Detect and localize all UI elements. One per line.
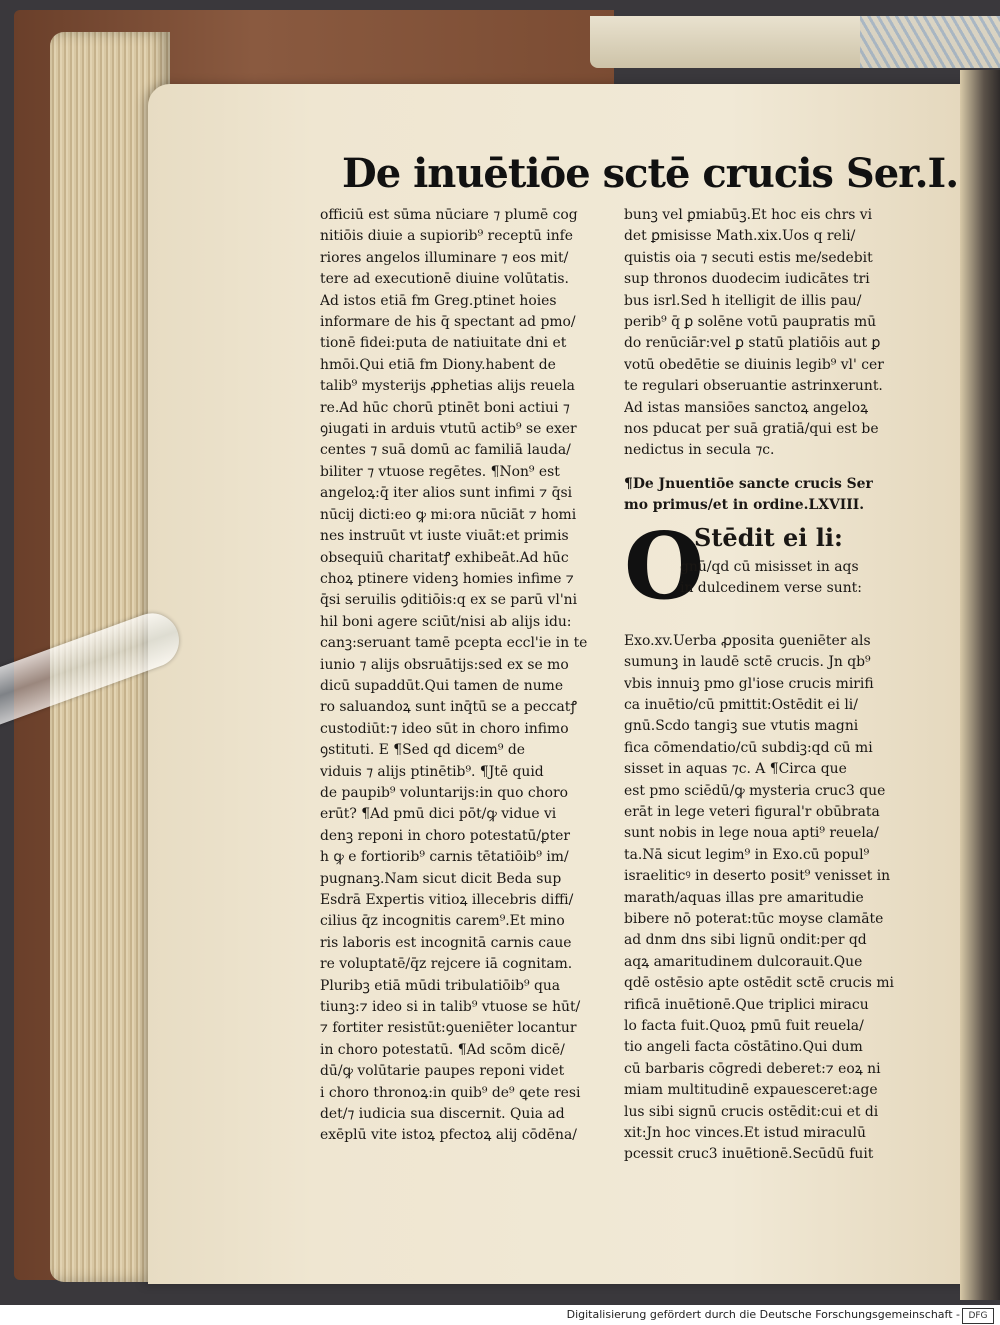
right-column [624,205,920,1166]
text-line: ca inuētio/cū pmittit:Ostēdit ei li/ [624,696,858,713]
text-line: riores angelos illuminare ⁊ eos mit/ [320,249,569,266]
text-line: pugnanꝫ.Nam sicut dicit Beda sup [320,870,562,887]
initial-lines [680,557,862,600]
text-line: quistis oia ⁊ secuti estis me/sedebit [624,249,873,266]
text-line: perib⁹ q̄ ꝑ solēne votū paupratis mū [624,314,877,331]
text-line: nūcij dicti:eo ꝙ mi:ora nūciāt ⁊ homi [320,506,577,523]
text-line: nedictus in secula ⁊c. [624,442,775,459]
text-line: sumunꝫ in laudē sctē crucis. Jn qb⁹ [624,654,871,671]
right-column-bottom-text [624,631,920,1166]
text-line: te regulari obseruantie astrinxerunt. [624,378,883,395]
text-line: gnū.Scdo tangiꝫ sue vtutis magni [624,718,859,735]
text-line: lus sibi signū crucis ostēdit:cui et di [624,1103,879,1120]
adjacent-page-strip [590,16,1000,68]
text-line: Esdrā Expertis vitioꝝ illecebris diffi/ [320,892,574,908]
text-line: dicū supaddūt.Qui tamen de nume [320,677,564,694]
text-line: fica cōmendatio/cū subdiꝫ:qd cū mi [624,739,873,756]
text-line: choꝝ ptinere videnꝫ homies infime ⁊ [320,570,574,587]
right-column-top-text [624,205,920,462]
text-line: bibere nō poterat:tūc moyse clamāte [624,910,884,927]
text-line: tio angeli facta cōstātino.Qui dum [624,1039,863,1056]
decorated-initial: O [624,511,705,620]
text-line: det ꝑmisisse Math.xix.Uos q reli/ [624,228,856,245]
text-line: miam multitudinē expauesceret:age [624,1082,878,1099]
text-line: nos pducat per suā gratiā/qui est be [624,421,879,438]
text-line: tere ad executionē diuine volūtatis. [320,271,569,288]
text-line: cilius q̄z incognitis carem⁹.Et mino [320,913,565,930]
text-line: qdē ostēsio apte ostēdit sctē crucis mi [624,975,894,992]
text-line: aqꝝ amaritudinem dulcorauit.Que [624,953,863,970]
text-line: bunꝫ vel ꝑmiabūꝫ.Et hoc eis chrs vi [624,207,873,223]
text-line: h ꝙ e fortiorib⁹ carnis tētatiōib⁹ im/ [320,849,569,866]
sermon-heading [624,474,920,517]
text-line: Exo.xv.Uerba ꝓposita ꝯueniēter als [624,632,871,649]
text-line: erāt in lege veteri figural'r obūbrata [624,803,880,820]
initial-text: Stēdit ei li: [694,522,843,552]
text-line: nes instruūt vt iuste viuāt:et primis [320,528,569,545]
text-line: q̄si seruilis ꝯditiōis:q ex se parū vl'ni [320,592,578,609]
text-line: do renūciār:vel ꝑ statū platiōis aut ꝑ [624,335,881,352]
left-column [320,205,610,1147]
text-line: xit:Jn hoc vinces.Et istud miraculū [624,1125,866,1142]
text-line: tiunꝫ:⁊ ideo si in talib⁹ vtuose se hūt/ [320,999,581,1016]
text-line: canꝫ:seruant tamē pcepta eccl'ie in te [320,635,588,652]
text-line: ⁊ fortiter resistūt:ꝯueniēter locantur [320,1020,577,1037]
text-line: centes ⁊ suā domū ac familiā lauda/ [320,442,571,459]
text-line: vbis innuiꝫ pmo gl'iose crucis mirifi [624,675,874,692]
text-line: sup thronos duodecim iudicātes tri [624,271,870,288]
binding-fray [860,16,1000,68]
text-line: Ad istas mansiōes sanctoꝝ angeloꝝ [624,399,869,416]
text-line: iunio ⁊ alijs obsruātijs:sed ex se mo [320,656,569,673]
text-line: israeliticꝰ in deserto posit⁹ venisset in [624,868,891,885]
text-line: biliter ⁊ vtuose regētes. ¶Non⁹ est [320,463,560,480]
text-line: cū barbaris cōgredi deberet:⁊ eoꝝ ni [624,1060,881,1077]
heading-line: mo primus/et in ordine.LXVIII. [624,497,865,514]
text-line: votū obedētie se diuinis legib⁹ vl' cer [624,356,884,373]
text-line: hmōi.Qui etiā fm Diony.habent de [320,356,556,373]
text-line: obsequiū charitatꝭ exhibeāt.Ad hūc [320,549,569,566]
page-gutter [960,70,1000,1300]
text-line: talib⁹ mysterijs ꝓphetias alijs reuela [320,378,575,395]
initial-block [624,511,920,631]
heading-line: ¶De Jnuentiōe sancte crucis Ser [624,475,873,492]
text-line: dū/ꝙ volūtarie paupes reponi videt [320,1063,565,1080]
text-line: re voluptatē/q̄z rejcere iā cognitam. [320,956,573,973]
dfg-logo: DFG [962,1308,994,1324]
text-line: sunt nobis in lege noua apti⁹ reuela/ [624,825,879,842]
text-line: rificā inuētionē.Que triplici miracu [624,996,869,1013]
text-line: in dulcedinem verse sunt: [680,580,862,597]
text-line: ad dnm dns sibi lignū ondit:per qd [624,932,867,949]
text-line: Ad istos etiā fm Greg.ptinet hoies [320,292,557,309]
text-line: re.Ad hūc chorū ptinēt boni actiui ⁊ [320,399,570,416]
text-line: ta.Nā sicut legim⁹ in Exo.cū popul⁹ [624,846,870,863]
text-line: erūt? ¶Ad pmū dici pōt/ꝙ vidue vi [320,806,557,823]
text-line: informare de his q̄ spectant ad pmo/ [320,314,576,331]
text-line: Pluribꝫ etiā mūdi tribulatiōib⁹ qua [320,977,561,994]
text-line: gnū/qd cū misisset in aqs [680,558,859,575]
footer-credit: Digitalisierung gefördert durch die Deutsche Forschungsgemeinschaft - [566,1308,960,1321]
text-line: i choro thronoꝝ:in quib⁹ de⁹ ꝗete resi [320,1084,581,1101]
text-line: est pmo sciēdū/ꝙ mysteria cruc3 que [624,782,886,799]
text-line: denꝫ reponi in choro potestatū/ꝑter [320,827,571,844]
text-line: viduis ⁊ alijs ptinētib⁹. ¶Jtē quid [320,763,544,780]
text-line: marath/aquas illas pre amaritudie [624,889,864,906]
text-line: ris laboris est incognitā carnis caue [320,934,572,951]
text-line: officiū est sūma nūciare ⁊ plumē cog [320,207,578,223]
text-line: det/⁊ iudicia sua discernit. Quia ad [320,1106,565,1123]
text-line: nitiōis diuie a supiorib⁹ receptū infe [320,228,573,245]
text-line: angeloꝝ:q̄ iter alios sunt infimi ⁊ q̄si [320,485,573,502]
footer-bar [0,1305,1000,1325]
text-line: bus isrl.Sed h itelligit de illis pau/ [624,292,862,309]
text-line: hil boni agere sciūt/nisi ab alijs idu: [320,613,572,630]
text-line: ꝯstituti. E ¶Sed qd dicem⁹ de [320,742,525,759]
text-line: pcessit cruc3 inuētionē.Secūdū fuit [624,1146,874,1163]
text-line: ꝯiugati in arduis vtutū actib⁹ se exer [320,421,577,438]
text-line: de paupib⁹ voluntarijs:in quo choro [320,784,568,801]
text-line: in choro potestatū. ¶Ad scōm dicē/ [320,1041,565,1058]
text-line: ro saluandoꝝ sunt inq̄tū se a peccatꝭ [320,699,577,716]
text-line: custodiūt:⁊ ideo sūt in choro infimo [320,720,569,737]
text-line: lo facta fuit.Quoꝝ pmū fuit reuela/ [624,1018,864,1034]
text-line: sisset in aquas ⁊c. A ¶Circa que [624,761,847,778]
text-line: tionē fidei:puta de natiuitate dni et [320,335,567,352]
text-line: exēplū vite istoꝝ pfectoꝝ alij cōdēna/ [320,1127,577,1144]
running-head: De inuētiōe sctē crucis Ser.I. [342,150,959,197]
